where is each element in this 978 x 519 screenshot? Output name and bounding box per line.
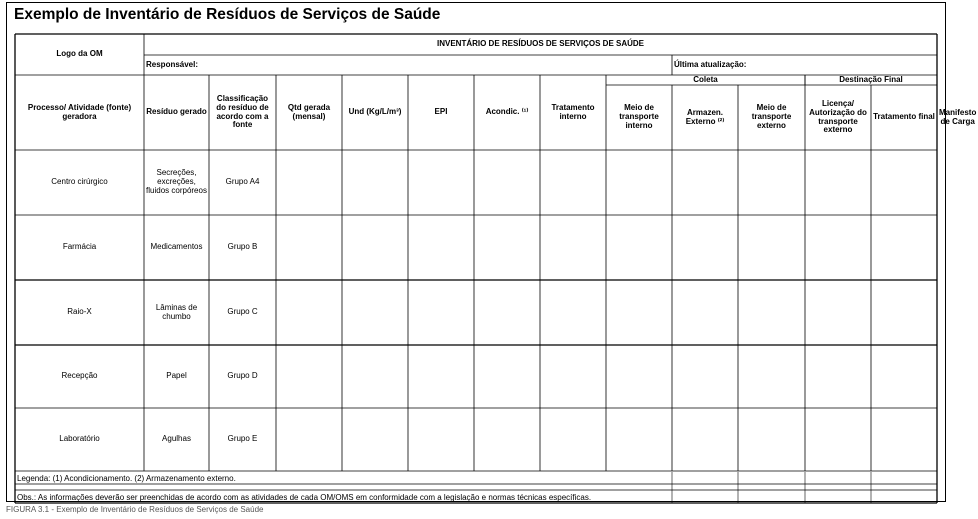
row-residue: Medicamentos xyxy=(150,242,203,252)
responsavel-field: Responsável: xyxy=(146,59,199,69)
row-residue: Papel xyxy=(166,371,187,381)
column-header: Und (Kg/L/m³) xyxy=(348,107,402,117)
row-process: Centro cirúrgico xyxy=(51,177,108,187)
column-header: EPI xyxy=(434,107,448,117)
row-process: Raio-X xyxy=(67,307,92,317)
observation-text: Obs.: As informações deverão ser preenchidas de acordo com as atividades de cada OM/OMS em conformidade com a legislação e normas técnicas específicas. xyxy=(17,493,592,502)
column-header: Classificação do resíduo de acordo com a fonte xyxy=(216,93,269,130)
column-header: Processo/ Atividade (fonte) geradora xyxy=(27,102,132,121)
row-process: Recepção xyxy=(61,371,98,381)
inventory-title: INVENTÁRIO DE RESÍDUOS DE SERVIÇOS DE SAÚDE xyxy=(437,39,644,49)
figure-caption: FIGURA 3.1 - Exemplo de Inventário de Resíduos de Serviços de Saúde xyxy=(6,505,264,514)
column-header: Manifesto de Carga xyxy=(939,107,977,126)
row-classification: Grupo E xyxy=(227,434,258,444)
group-header-destinacao: Destinação Final xyxy=(839,74,903,84)
row-classification: Grupo D xyxy=(227,371,258,381)
group-header-coleta: Coleta xyxy=(693,74,718,84)
ultima-atualizacao-field: Última atualização: xyxy=(674,59,747,69)
document-title: Exemplo de Inventário de Resíduos de Serviços de Saúde xyxy=(14,6,441,23)
row-classification: Grupo B xyxy=(227,242,258,252)
column-header: Qtd gerada (mensal) xyxy=(287,102,331,121)
row-process: Farmácia xyxy=(62,242,97,252)
column-header: Acondic. ⁽¹⁾ xyxy=(485,107,529,117)
row-classification: Grupo A4 xyxy=(225,177,260,187)
row-process: Laboratório xyxy=(59,434,100,444)
column-header: Tratamento interno xyxy=(551,102,595,121)
row-classification: Grupo C xyxy=(227,307,258,317)
legend-text: Legenda: (1) Acondicionamento. (2) Armazenamento externo. xyxy=(17,474,236,483)
logo-placeholder: Logo da OM xyxy=(56,49,103,59)
row-residue: Agulhas xyxy=(162,434,191,444)
row-residue: Lâminas de chumbo xyxy=(155,302,198,321)
column-header: Licença/ Autorização do transporte externo xyxy=(809,98,867,135)
row-residue: Secreções, excreções, fluidos corpóreos xyxy=(146,168,207,195)
column-header: Armazen. Externo ⁽²⁾ xyxy=(685,107,725,126)
column-header: Meio de transporte externo xyxy=(751,103,792,130)
column-header: Resíduo gerado xyxy=(146,107,207,117)
column-header: Meio de transporte interno xyxy=(619,103,659,130)
column-header: Tratamento final xyxy=(873,112,935,122)
